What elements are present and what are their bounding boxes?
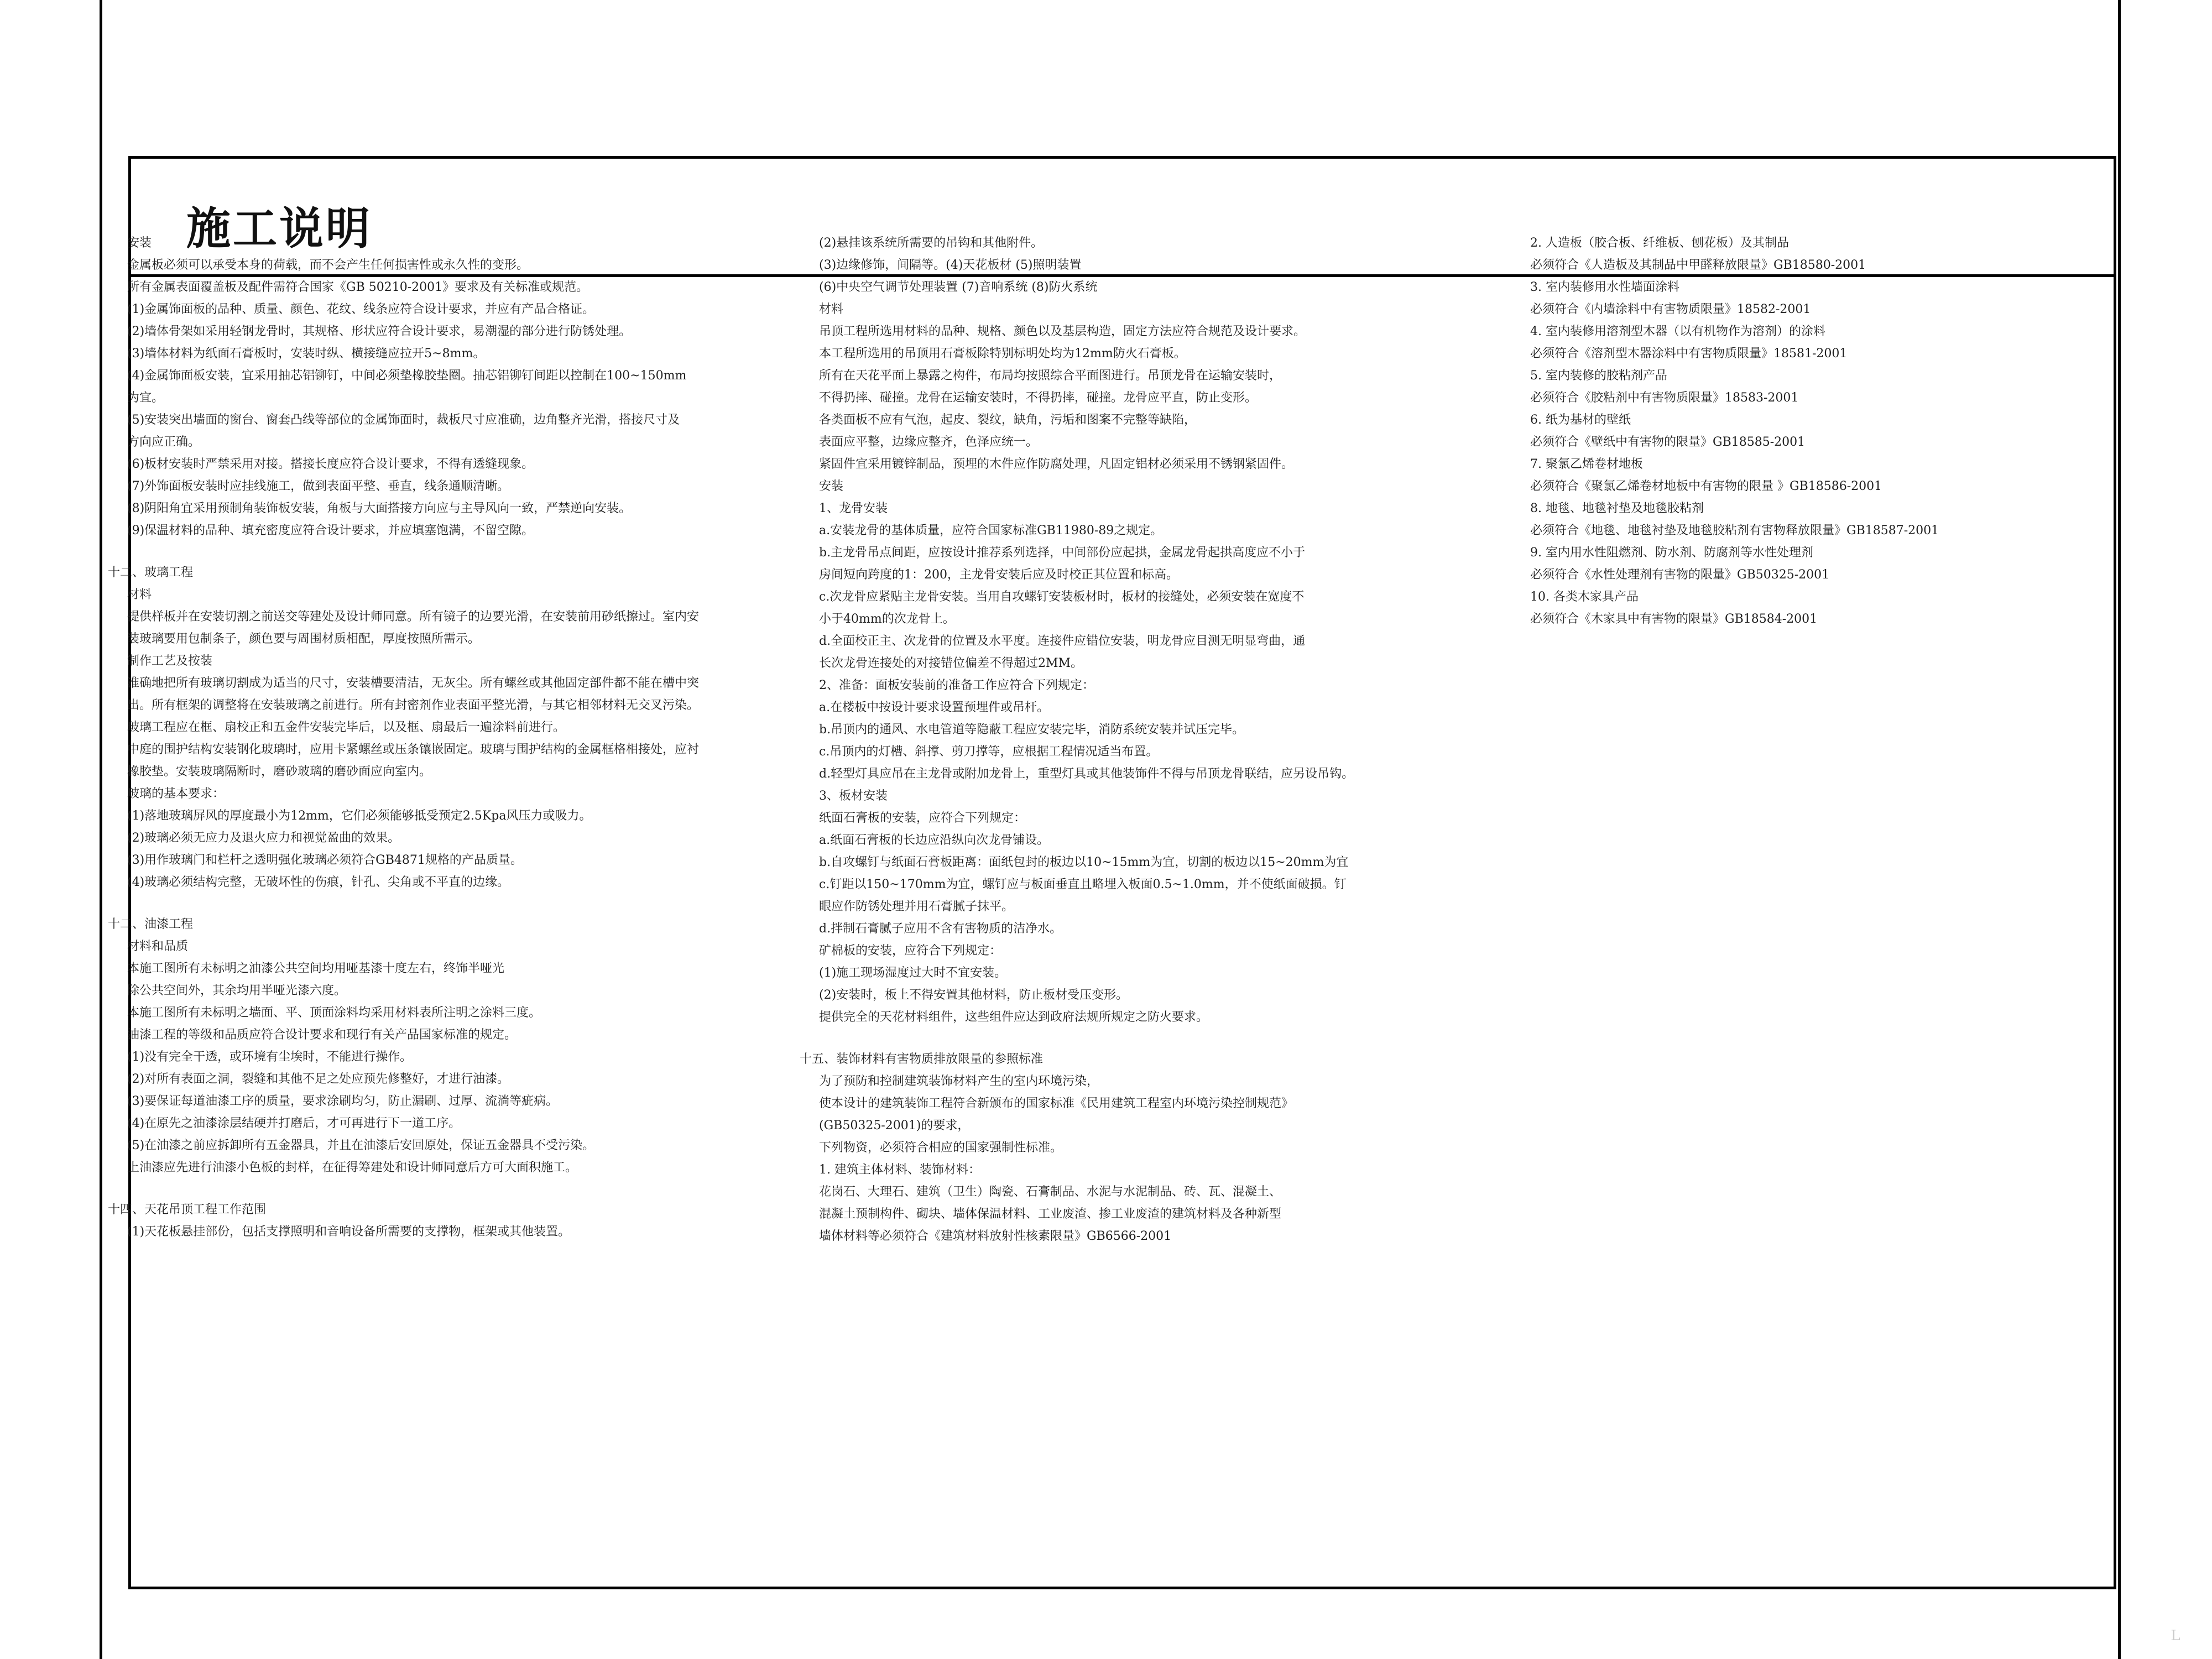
- note-line: 矿棉板的安装，应符合下列规定：: [819, 944, 1002, 958]
- section-heading: 十五、装饰材料有害物质排放限量的参照标准: [800, 1052, 1044, 1066]
- note-line: 墙体材料等必须符合《建筑材料放射性核素限量》GB6566-2001: [819, 1229, 1172, 1243]
- note-line: 提供样板并在安装切割之前送交等建处及设计师同意。所有镜子的边要光滑，在安装前用砂纸擦过。室内安: [127, 610, 700, 624]
- section-heading: 必须符合《聚氯乙烯卷材地板中有害物的限量 》GB18586-2001: [1530, 479, 1882, 493]
- section-heading: 必须符合《地毯、地毯衬垫及地毯胶粘剂有害物释放限量》GB18587-2001: [1530, 524, 1939, 538]
- note-line: 长次龙骨连接处的对接错位偏差不得超过2MM。: [819, 656, 1083, 670]
- note-line: 提供完全的天花材料组件，这些组件应达到政府法规所规定之防火要求。: [819, 1010, 1209, 1024]
- note-line: 上油漆应先进行油漆小色板的封样，在征得筹建处和设计师同意后方可大面积施工。: [127, 1161, 578, 1175]
- notes-column-3: [1530, 232, 2083, 630]
- note-line: 表面应平整，边缘应整齐，色泽应统一。: [819, 435, 1039, 449]
- note-line: 出。所有框架的调整将在安装玻璃之前进行。所有封密剂作业表面平整光滑，与其它相邻材料无交叉污染。: [127, 698, 700, 712]
- note-line: (6)中央空气调节处理装置 (7)音响系统 (8)防火系统: [819, 280, 1098, 294]
- section-heading: 必须符合《胶粘剂中有害物质限量》18583-2001: [1530, 391, 1799, 405]
- note-line: (4)玻璃必须结构完整，无破坏性的伤痕，针孔、尖角或不平直的边缘。: [127, 875, 510, 889]
- note-line: (4)金属饰面板安装，宜采用抽芯铝铆钉，中间必须垫橡胶垫圈。抽芯铝铆钉间距以控制在100~150mm: [127, 369, 687, 383]
- note-line: 本工程所选用的吊顶用石膏板除特别标明处均为12mm防火石膏板。: [819, 347, 1186, 361]
- note-line: (GB50325-2001)的要求，: [819, 1119, 970, 1133]
- note-line: (3)用作玻璃门和栏杆之透明强化玻璃必须符合GB4871规格的产品质量。: [127, 853, 523, 867]
- note-line: 材料和品质: [127, 940, 189, 953]
- paragraph-spacer: [800, 1029, 1507, 1048]
- note-line: 为了预防和控制建筑装饰材料产生的室内环境污染，: [819, 1074, 1099, 1088]
- note-line: 中庭的围护结构安装钢化玻璃时，应用卡紧螺丝或压条镶嵌固定。玻璃与围护结构的金属框格相接处，应衬: [127, 743, 700, 757]
- note-line: 制作工艺及按装: [127, 654, 213, 668]
- note-line: 油漆工程的等级和品质应符合设计要求和现行有关产品国家标准的规定。: [127, 1028, 517, 1042]
- section-heading: 十二、玻璃工程: [108, 566, 194, 580]
- note-line: 安装: [127, 236, 152, 250]
- note-line: c.吊顶内的灯槽、斜撑、剪刀撑等，应根据工程情况适当布置。: [819, 745, 1159, 759]
- note-line: (5)在油漆之前应拆卸所有五金器具，并且在油漆后安回原处，保证五金器具不受污染。: [127, 1139, 595, 1152]
- note-line: (8)阴阳角宜采用预制角装饰板安装，角板与大面搭接方向应与主导风向一致，严禁逆向安装。: [127, 502, 632, 515]
- note-line: 房间短向跨度的1：200，主龙骨安装后应及时校正其位置和标高。: [819, 568, 1178, 582]
- note-line: 本施工图所有未标明之墙面、平、顶面涂料均采用材料表所注明之涂料三度。: [127, 1006, 541, 1020]
- note-line: (9)保温材料的品种、填充密度应符合设计要求，并应填塞饱满，不留空隙。: [127, 524, 534, 538]
- note-line: 1. 建筑主体材料、装饰材料：: [819, 1163, 980, 1177]
- note-line: c.次龙骨应紧贴主龙骨安装。当用自攻螺钉安装板材时，板材的接缝处，必须安装在宽度不: [819, 590, 1305, 604]
- page-title: 施工说明: [186, 203, 372, 254]
- note-line: 小于40mm的次龙骨上。: [819, 612, 955, 626]
- note-line: 眼应作防锈处理并用石膏腻子抹平。: [819, 900, 1014, 914]
- note-line: 金属板必须可以承受本身的荷载，而不会产生任何损害性或永久性的变形。: [127, 258, 529, 272]
- paragraph-spacer: [108, 542, 805, 562]
- section-heading: 必须符合《溶剂型木器涂料中有害物质限量》18581-2001: [1530, 347, 1848, 361]
- note-line: 玻璃工程应在框、扇校正和五金件安装完毕后，以及框、扇最后一遍涂料前进行。: [127, 721, 566, 734]
- section-heading: 5. 室内装修的胶粘剂产品: [1530, 369, 1667, 383]
- note-line: 吊顶工程所选用材料的品种、规格、颜色以及基层构造，固定方法应符合规范及设计要求。: [819, 325, 1306, 338]
- note-line: 2、准备：面板安装前的准备工作应符合下列规定：: [819, 679, 1094, 692]
- note-line: 安装: [819, 479, 844, 493]
- notes-column-1: [108, 232, 805, 1243]
- note-line: 1、龙骨安装: [819, 502, 888, 515]
- note-line: b.吊顶内的通风、水电管道等隐蔽工程应安装完毕，消防系统安装并试压完毕。: [819, 723, 1245, 737]
- note-line: 所有在天花平面上暴露之构件，布局均按照综合平面图进行。吊顶龙骨在运输安装时，: [819, 369, 1282, 383]
- note-line: (3)要保证每道油漆工序的质量，要求涂刷均匀，防止漏刷、过厚、流淌等疵病。: [127, 1094, 559, 1108]
- section-heading: 10. 各类木家具产品: [1530, 590, 1639, 604]
- section-heading: 必须符合《壁纸中有害物的限量》GB18585-2001: [1530, 435, 1806, 449]
- note-line: (3)边缘修饰，间隔等。(4)天花板材 (5)照明装置: [819, 258, 1082, 272]
- note-line: (6)板材安装时严禁采用对接。搭接长度应符合设计要求，不得有透缝现象。: [127, 457, 534, 471]
- note-line: a.纸面石膏板的长边应沿纵向次龙骨铺设。: [819, 833, 1050, 847]
- note-line: 混凝土预制构件、砌块、墙体保温材料、工业废渣、掺工业废渣的建筑材料及各种新型: [819, 1207, 1282, 1221]
- section-heading: 8. 地毯、地毯衬垫及地毯胶粘剂: [1530, 502, 1704, 515]
- note-line: (1)落地玻璃屏风的厚度最小为12mm，它们必须能够抵受预定2.5Kpa风压力或吸力。: [127, 809, 592, 823]
- note-line: 使本设计的建筑装饰工程符合新颁布的国家标准《民用建筑工程室内环境污染控制规范》: [819, 1097, 1294, 1110]
- section-heading: 7. 聚氯乙烯卷材地板: [1530, 457, 1643, 471]
- note-line: d.全面校正主、次龙骨的位置及水平度。连接件应错位安装，明龙骨应目测无明显弯曲，通: [819, 634, 1306, 648]
- note-line: 材料: [819, 302, 844, 316]
- note-line: (2)墙体骨架如采用轻钢龙骨时，其规格、形状应符合设计要求，易潮湿的部分进行防锈处理。: [127, 325, 632, 338]
- note-line: a.安装龙骨的基体质量，应符合国家标准GB11980-89之规定。: [819, 524, 1163, 538]
- section-heading: 3. 室内装修用水性墙面涂料: [1530, 280, 1679, 294]
- note-line: 准确地把所有玻璃切割成为适当的尺寸，安装槽要清洁，无灰尘。所有螺丝或其他固定部件都不能在槽中突: [127, 676, 700, 690]
- note-line: 所有金属表面覆盖板及配件需符合国家《GB 50210-2001》要求及有关标准或规范。: [127, 280, 589, 294]
- note-line: (1)金属饰面板的品种、质量、颜色、花纹、线条应符合设计要求，并应有产品合格证。: [127, 302, 595, 316]
- note-line: 装玻璃要用包制条子，颜色要与周围材质相配，厚度按照所需示。: [127, 632, 481, 646]
- section-heading: 十四、天花吊顶工程工作范围: [108, 1203, 267, 1217]
- section-heading: 必须符合《水性处理剂有害物的限量》GB50325-2001: [1530, 568, 1830, 582]
- note-line: 橡胶垫。安装玻璃隔断时，磨砂玻璃的磨砂面应向室内。: [127, 765, 432, 779]
- note-line: (3)墙体材料为纸面石膏板时，安装时纵、横接缝应拉开5~8mm。: [127, 347, 486, 361]
- note-line: (4)在原先之油漆涂层结硬并打磨后，才可再进行下一道工序。: [127, 1117, 461, 1130]
- note-line: 各类面板不应有气泡，起皮、裂纹，缺角，污垢和图案不完整等缺陷，: [819, 413, 1197, 427]
- section-heading: 2. 人造板（胶合板、纤维板、刨花板）及其制品: [1530, 236, 1789, 250]
- section-heading: 6. 纸为基材的壁纸: [1530, 413, 1631, 427]
- note-line: (2)玻璃必须无应力及退火应力和视觉盈曲的效果。: [127, 831, 400, 845]
- note-line: 玻璃的基本要求：: [127, 787, 225, 801]
- section-heading: 十二、油漆工程: [108, 917, 194, 931]
- note-line: (1)没有完全干透，或环境有尘埃时，不能进行操作。: [127, 1050, 413, 1064]
- section-heading: 9. 室内用水性阻燃剂、防水剂、防腐剂等水性处理剂: [1530, 546, 1813, 560]
- note-line: 花岗石、大理石、建筑（卫生）陶瓷、石膏制品、水泥与水泥制品、砖、瓦、混凝土、: [819, 1185, 1282, 1199]
- note-line: a.在楼板中按设计要求设置预埋件或吊杆。: [819, 701, 1050, 714]
- section-heading: 必须符合《木家具中有害物的限量》GB18584-2001: [1530, 612, 1818, 626]
- note-line: 3、板材安装: [819, 789, 888, 803]
- note-line: d.轻型灯具应吊在主龙骨或附加龙骨上，重型灯具或其他装饰件不得与吊顶龙骨联结，应另设吊钩。: [819, 767, 1354, 781]
- note-line: 紧固件宜采用镀锌制品，预埋的木件应作防腐处理，凡固定铝材必须采用不锈钢紧固件。: [819, 457, 1294, 471]
- note-line: (7)外饰面板安装时应挂线施工，做到表面平整、垂直，线条通顺清晰。: [127, 479, 510, 493]
- note-line: (1)施工现场湿度过大时不宜安装。: [819, 966, 1007, 980]
- note-line: b.自攻螺钉与纸面石膏板距离：面纸包封的板边以10~15mm为宜，切割的板边以15~20mm为宜: [819, 855, 1349, 869]
- paragraph-spacer: [108, 894, 805, 914]
- note-line: 本施工图所有未标明之油漆公共空间均用哑基漆十度左右，终饰半哑光: [127, 962, 505, 975]
- paragraph-spacer: [108, 1179, 805, 1199]
- note-line: 下列物资，必须符合相应的国家强制性标准。: [819, 1141, 1063, 1155]
- corner-mark: L: [2171, 1627, 2180, 1644]
- section-heading: 必须符合《人造板及其制品中甲醛释放限量》GB18580-2001: [1530, 258, 1866, 272]
- note-line: b.主龙骨吊点间距，应按设计推荐系列选择，中间部份应起拱，金属龙骨起拱高度应不小于: [819, 546, 1306, 560]
- note-line: (1)天花板悬挂部份，包括支撑照明和音响设备所需要的支撑物，框架或其他装置。: [127, 1225, 571, 1239]
- note-line: (5)安装突出墙面的窗台、窗套凸线等部位的金属饰面时，裁板尺寸应准确，边角整齐光滑，搭接尺寸及: [127, 413, 680, 427]
- note-line: 方向应正确。: [127, 435, 201, 449]
- section-heading: 必须符合《内墙涂料中有害物质限量》18582-2001: [1530, 302, 1811, 316]
- note-line: 为宜。: [127, 391, 164, 405]
- note-line: 纸面石膏板的安装，应符合下列规定：: [819, 811, 1026, 825]
- note-line: 不得扔摔、碰撞。龙骨在运输安装时，不得扔摔，碰撞。龙骨应平直，防止变形。: [819, 391, 1258, 405]
- note-line: 除公共空间外，其余均用半哑光漆六度。: [127, 984, 347, 998]
- note-line: (2)安装时，板上不得安置其他材料，防止板材受压变形。: [819, 988, 1129, 1002]
- note-line: c.钉距以150~170mm为宜，螺钉应与板面垂直且略埋入板面0.5~1.0mm，并不使纸面破损。钉: [819, 878, 1347, 891]
- section-heading: 4. 室内装修用溶剂型木器（以有机物作为溶剂）的涂料: [1530, 325, 1825, 338]
- note-line: (2)悬挂该系统所需要的吊钩和其他附件。: [819, 236, 1044, 250]
- notes-column-2: [800, 232, 1507, 1248]
- note-line: 材料: [127, 588, 152, 602]
- note-line: (2)对所有表面之洞，裂缝和其他不足之处应预先修整好，才进行油漆。: [127, 1072, 510, 1086]
- note-line: d.拌制石膏腻子应用不含有害物质的洁净水。: [819, 922, 1062, 936]
